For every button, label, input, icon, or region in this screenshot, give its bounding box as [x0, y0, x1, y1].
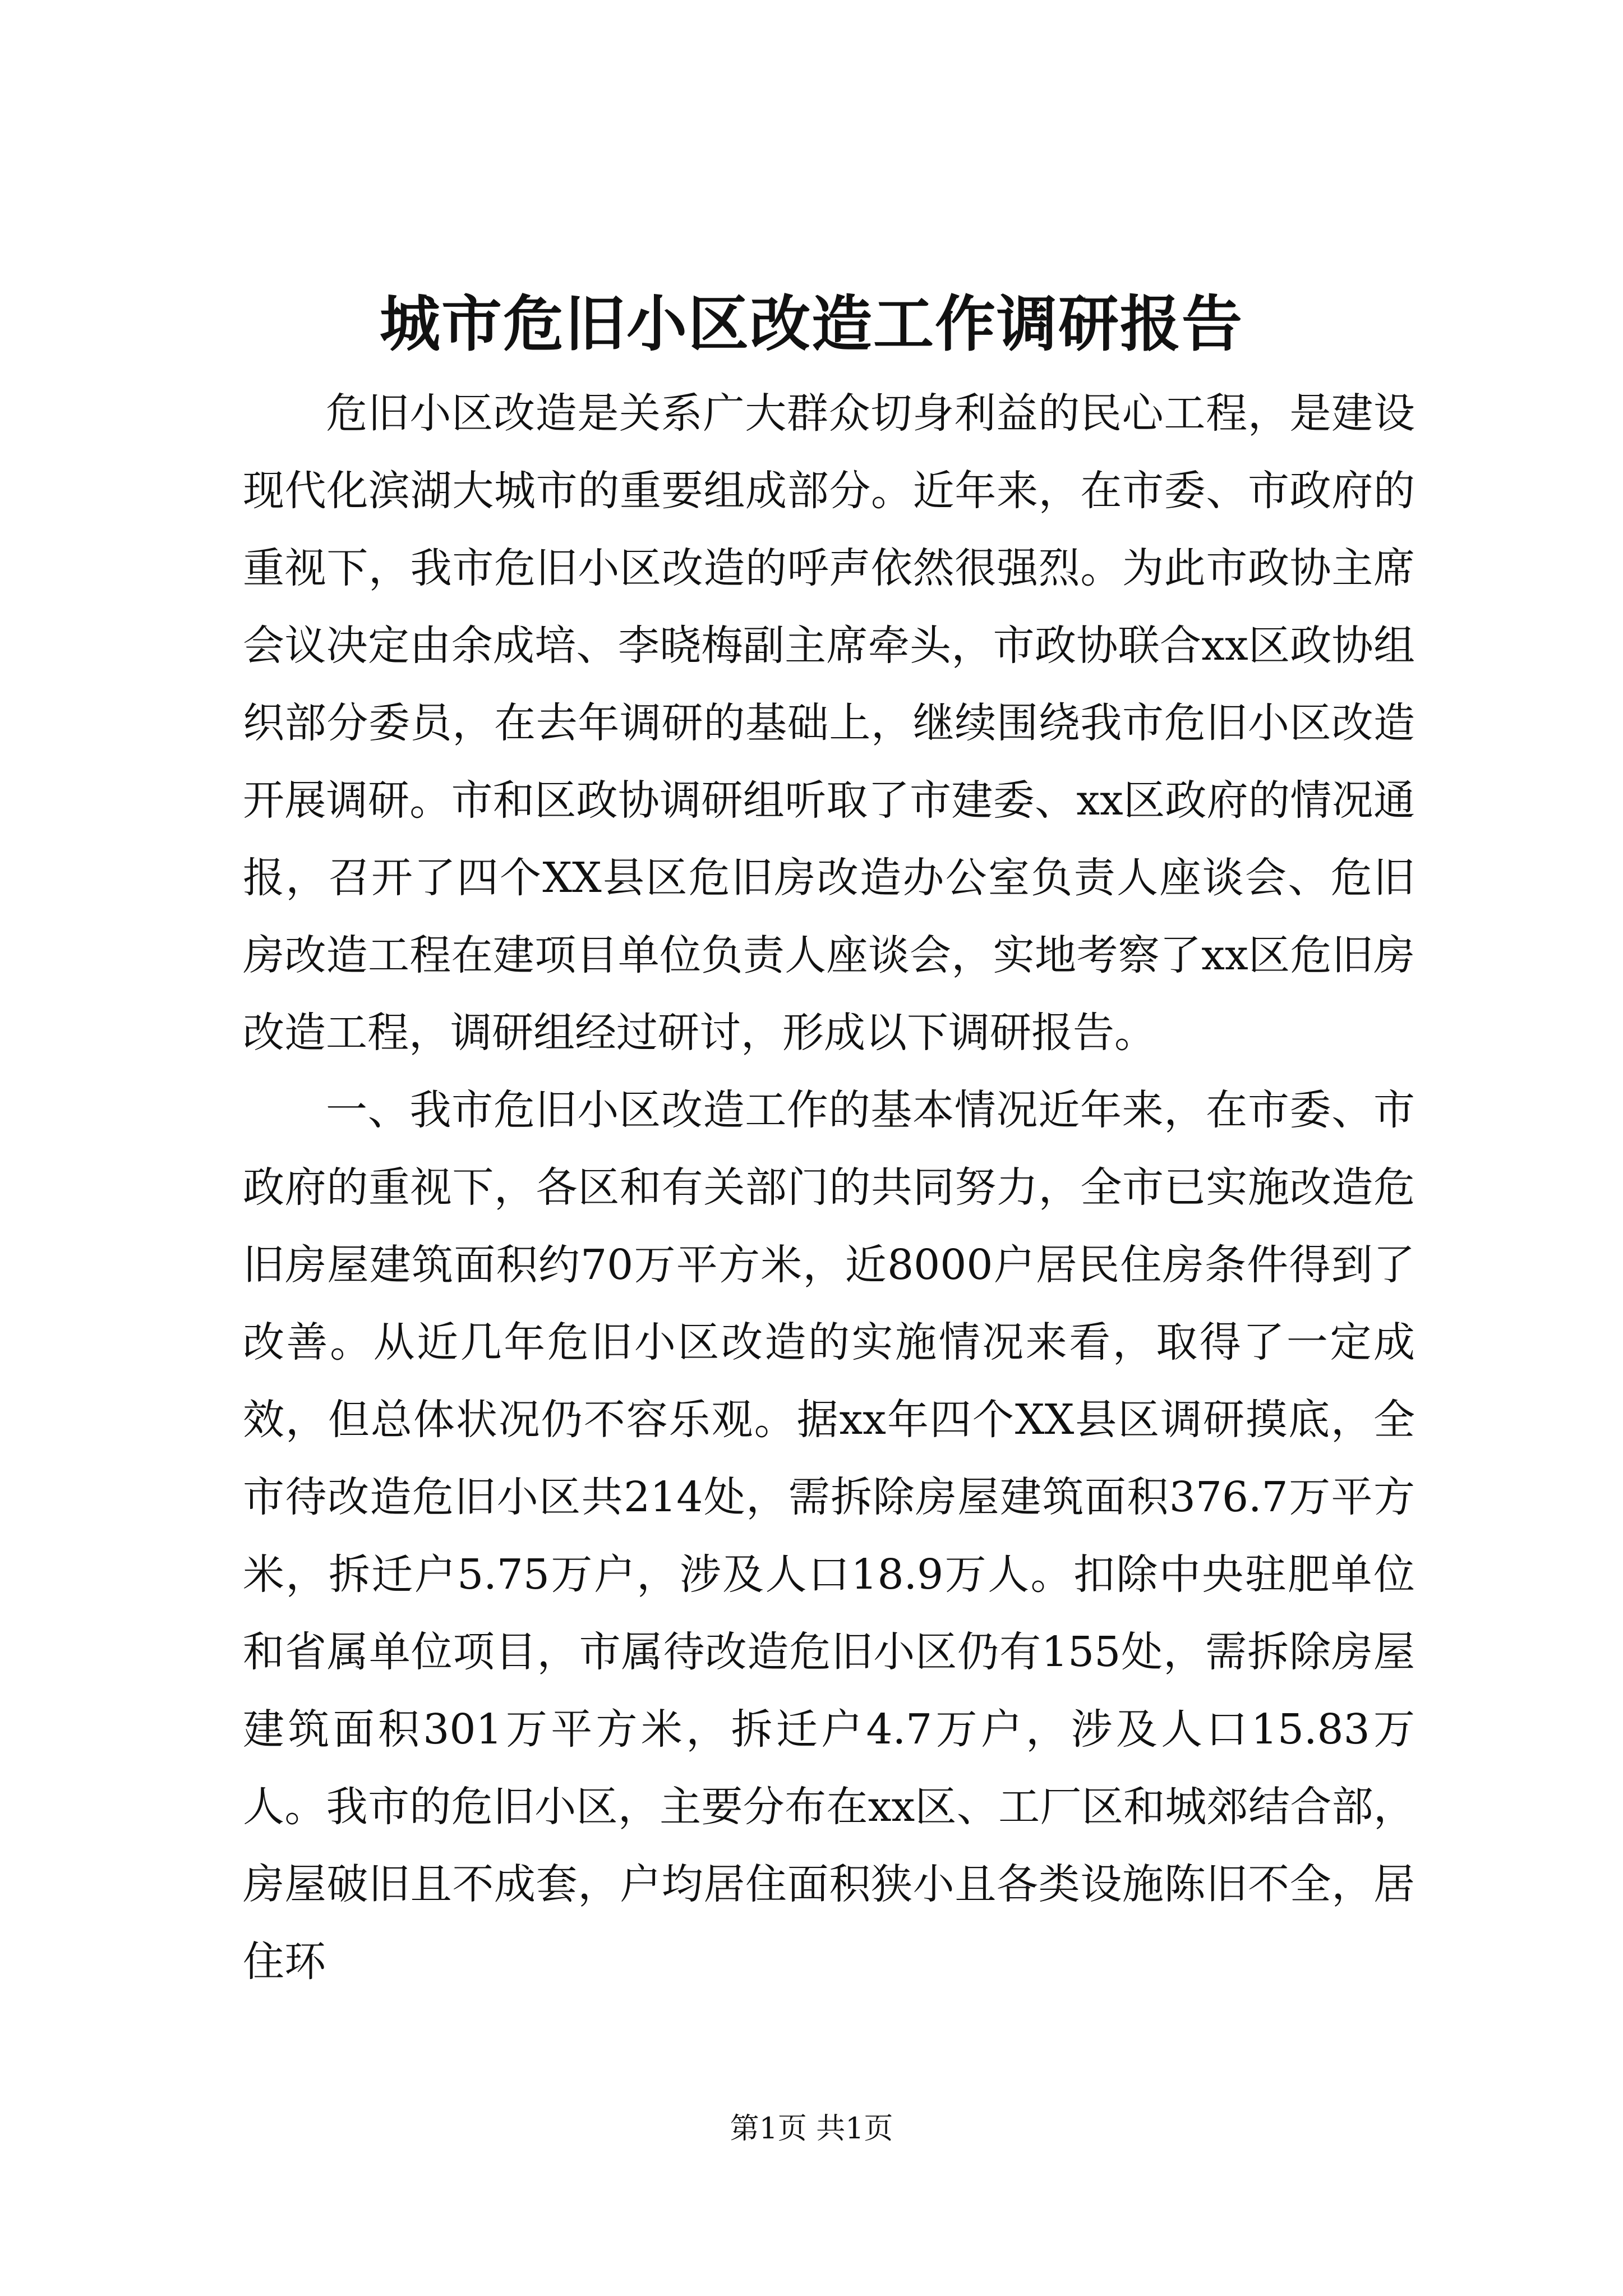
document-body	[243, 375, 1415, 2000]
paragraph-intro: 危旧小区改造是关系广大群众切身利益的民心工程，是建设现代化滨湖大城市的重要组成部分。近年来，在市委、市政府的重视下，我市危旧小区改造的呼声依然很强烈。为此市政协主席会议决定由余成培、李晓梅副主席牵头，市政协联合xx区政协组织部分委员，在去年调研的基础上，继续围绕我市危旧小区改造开展调研。市和区政协调研组听取了市建委、xx区政府的情况通报，召开了四个XX县区危旧房改造办公室负责人座谈会、危旧房改造工程在建项目单位负责人座谈会，实地考察了xx区危旧房改造工程，调研组经过研讨，形成以下调研报告。	[243, 389, 1415, 1057]
paragraph-section-one: 一、我市危旧小区改造工作的基本情况近年来，在市委、市政府的重视下，各区和有关部门的共同努力，全市已实施改造危旧房屋建筑面积约70万平方米，近8000户居民住房条件得到了改善。从近几年危旧小区改造的实施情况来看，取得了一定成效，但总体状况仍不容乐观。据xx年四个XX县区调研摸底，全市待改造危旧小区共214处，需拆除房屋建筑面积376.7万平方米，拆迁户5.75万户，涉及人口18.9万人。扣除中央驻肥单位和省属单位项目，市属待改造危旧小区仍有155处，需拆除房屋建筑面积301万平方米，拆迁户4.7万户，涉及人口15.83万人。我市的危旧小区，主要分布在xx区、工厂区和城郊结合部，房屋破旧且不成套，户均居住面积狭小且各类设施陈旧不全，居住环	[243, 1086, 1415, 1986]
page-footer: 第1页 共1页	[730, 2112, 893, 2146]
document-title: 城市危旧小区改造工作调研报告	[379, 289, 1243, 360]
